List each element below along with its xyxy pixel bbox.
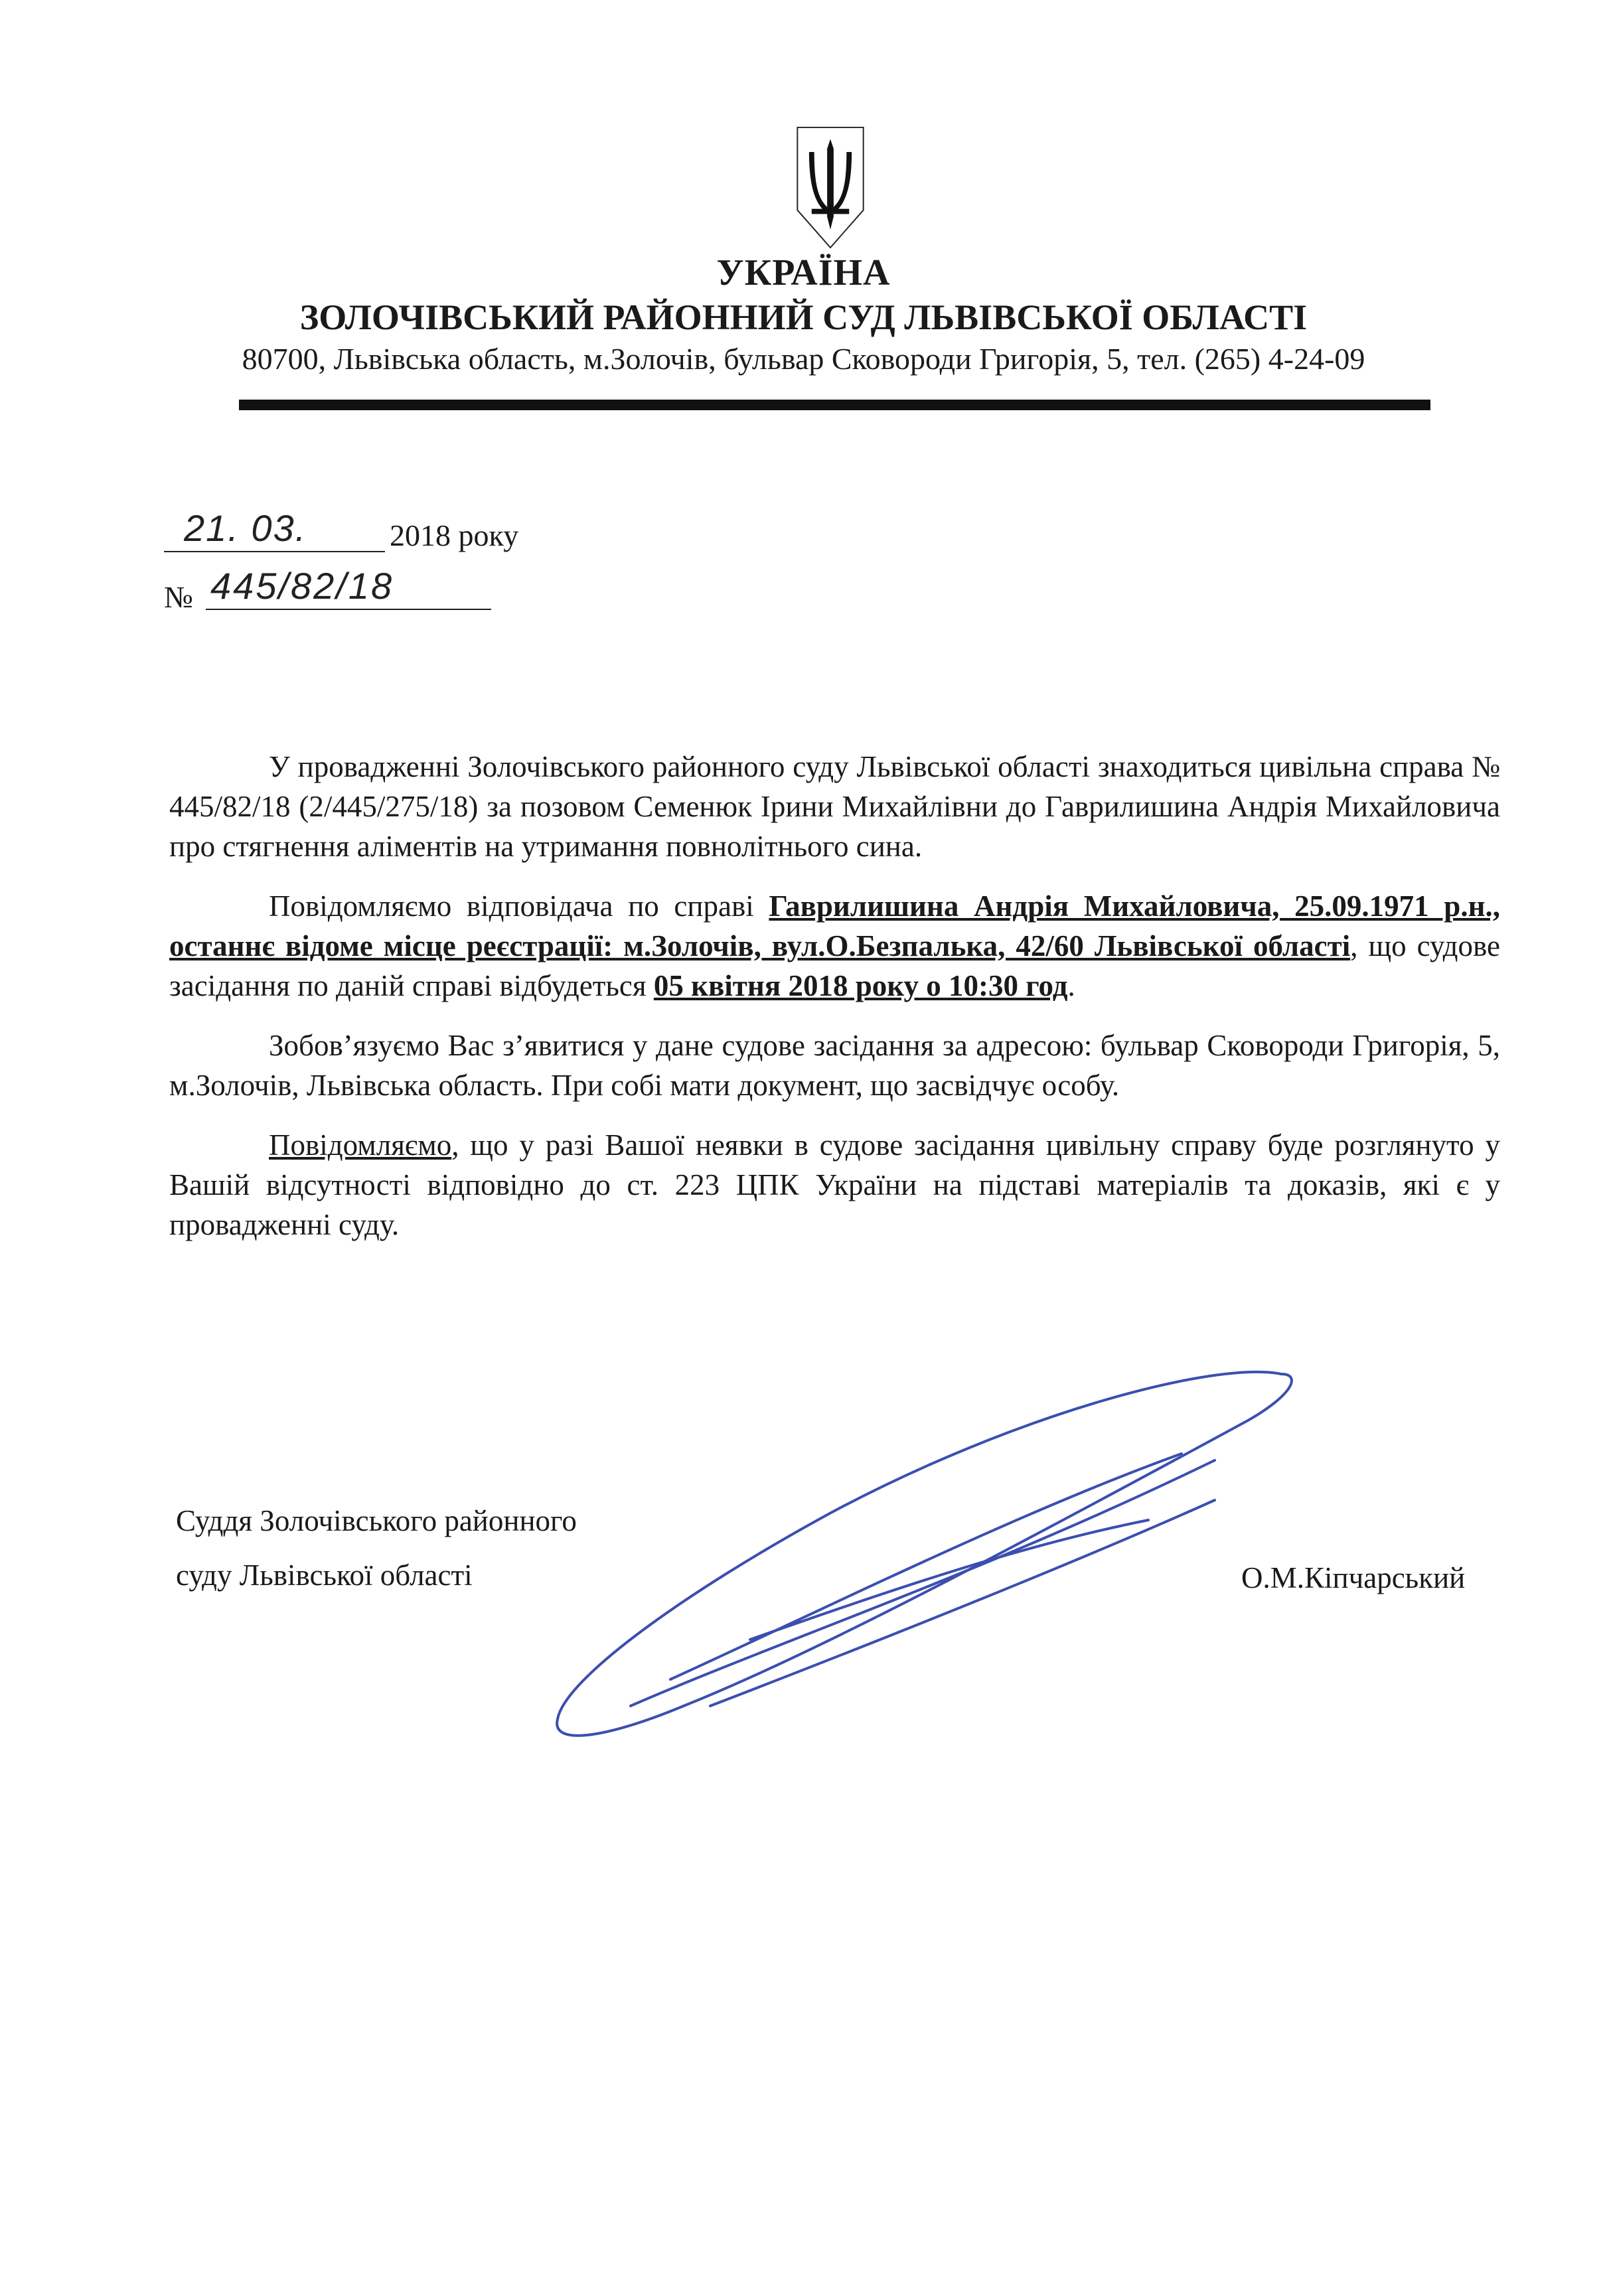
text: . [1067,969,1075,1002]
judge-name: О.М.Кіпчарський [1241,1561,1466,1594]
text: Повідомляємо відповідача по справі [269,889,769,923]
ukraine-trident-emblem [794,126,867,249]
number-underline [206,609,491,610]
court-address: 80700, Львівська область, м.Золочів, бульвар Сковороди Григорія, 5, тел. (265) 4-24-09 [242,342,1365,376]
paragraph-case-info: У провадженні Золочівського районного суду Львівської області знаходиться цивільна справа № 445/82/18 (2/445/275/18) за позовом Семенюк Ірини Михайлівни до Гаврилишина Андрія Михайловича про стягнення аліментів на утримання повнолітнього сина. [169,750,1500,863]
handwritten-signature [551,1361,1308,1746]
header-divider [239,400,1430,410]
date-line [164,507,519,558]
hearing-datetime: 05 квітня 2018 року о 10:30 год [653,969,1068,1002]
number-sign: № [164,580,193,614]
judge-title-line2: суду Львівської області [176,1559,473,1592]
case-number-line [164,565,509,621]
paragraph-notification [169,886,1500,1006]
country-title: УКРАЇНА [716,252,891,293]
handwritten-date: 21. 03. [184,507,307,549]
text: , що у разі Вашої неявки в судове засідання цивільну справу буде розглянуто у Вашій відсутності відповідно до ст. 223 ЦПК України на підставі матеріалів та доказів, які є у провадженні суду. [169,1128,1500,1241]
paragraph-summons: Зобов’язуємо Вас з’явитися у дане судове засідання за адресою: бульвар Сковороди Григорія, 5, м.Золочів, Львівська область. При собі мати документ, що засвідчує особу. [169,1029,1500,1102]
paragraph-warning [169,1125,1500,1245]
letter-body [169,747,1500,1264]
year-label: 2018 року [390,518,519,552]
judge-title-line1: Суддя Золочівського районного [176,1504,577,1537]
defendant-details: Гаврилишина Андрія Михайловича, 25.09.1971 р.н., останнє відоме місце реєстрації: м.Золочів, вул.О.Безпалька, 42/60 Львівської області [169,889,1500,962]
court-name: ЗОЛОЧІВСЬКИЙ РАЙОННИЙ СУД ЛЬВІВСЬКОЇ ОБЛАСТІ [299,297,1308,337]
judge-title [176,1493,577,1602]
handwritten-case-number: 445/82/18 [210,565,394,607]
text: , що судове засідання по даній справі відбудеться [169,929,1500,1002]
warning-lead: Повідомляємо [269,1128,452,1162]
date-underline [164,551,385,552]
